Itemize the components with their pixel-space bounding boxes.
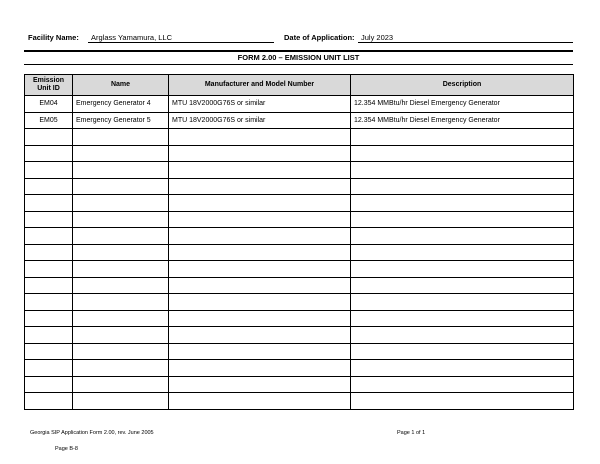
footer-page-of: Page 1 of 1: [397, 430, 426, 436]
empty-cell: [25, 195, 73, 212]
empty-cell: [73, 195, 169, 212]
cell-name: Emergency Generator 4: [73, 96, 169, 113]
empty-cell: [351, 162, 574, 179]
facility-name-label: Facility Name:: [28, 33, 79, 42]
empty-cell: [351, 145, 574, 162]
empty-cell: [73, 327, 169, 344]
empty-cell: [169, 244, 351, 261]
table-row-empty: [25, 211, 574, 228]
empty-cell: [73, 343, 169, 360]
empty-cell: [351, 393, 574, 410]
empty-cell: [25, 228, 73, 245]
table-row: [25, 96, 574, 113]
table-row-empty: [25, 277, 574, 294]
title-rule-top: [24, 50, 573, 52]
cell-unit-id: EM04: [25, 96, 73, 113]
cell-unit-id: EM05: [25, 112, 73, 129]
empty-cell: [73, 178, 169, 195]
cell-model: MTU 18V2000G76S or similar: [169, 112, 351, 129]
empty-cell: [351, 129, 574, 146]
empty-cell: [73, 294, 169, 311]
empty-cell: [25, 376, 73, 393]
date-of-application-value: July 2023: [361, 33, 394, 42]
empty-cell: [25, 277, 73, 294]
col-description: Description: [351, 75, 574, 96]
table-row-empty: [25, 195, 574, 212]
table-row-empty: [25, 145, 574, 162]
empty-cell: [169, 310, 351, 327]
empty-cell: [25, 211, 73, 228]
empty-cell: [169, 178, 351, 195]
emission-unit-table: [24, 74, 574, 410]
empty-cell: [351, 343, 574, 360]
table-row-empty: [25, 228, 574, 245]
empty-cell: [351, 195, 574, 212]
empty-cell: [351, 327, 574, 344]
table-row-empty: [25, 244, 574, 261]
empty-cell: [351, 261, 574, 278]
title-rule-bottom: [24, 64, 573, 65]
empty-cell: [169, 145, 351, 162]
empty-cell: [73, 310, 169, 327]
table-row-empty: [25, 393, 574, 410]
cell-description: 12.354 MMBtu/hr Diesel Emergency Generator: [351, 112, 574, 129]
facility-name-value: Arglass Yamamura, LLC: [91, 33, 173, 42]
footer-form-reference: Georgia SIP Application Form 2.00, rev. June 2005: [30, 430, 154, 436]
empty-cell: [25, 178, 73, 195]
empty-cell: [25, 327, 73, 344]
empty-cell: [169, 162, 351, 179]
empty-cell: [25, 129, 73, 146]
empty-cell: [25, 360, 73, 377]
empty-cell: [25, 145, 73, 162]
empty-cell: [169, 360, 351, 377]
cell-description: 12.354 MMBtu/hr Diesel Emergency Generator: [351, 96, 574, 113]
empty-cell: [169, 129, 351, 146]
table-row-empty: [25, 343, 574, 360]
empty-cell: [25, 162, 73, 179]
table-row-empty: [25, 129, 574, 146]
empty-cell: [73, 145, 169, 162]
empty-cell: [73, 211, 169, 228]
empty-cell: [73, 277, 169, 294]
empty-cell: [73, 376, 169, 393]
empty-cell: [73, 360, 169, 377]
empty-cell: [25, 261, 73, 278]
empty-cell: [351, 277, 574, 294]
empty-cell: [169, 393, 351, 410]
table-row-empty: [25, 376, 574, 393]
col-emission-unit-id: Emission Unit ID: [25, 75, 73, 96]
empty-cell: [169, 376, 351, 393]
col-manufacturer-model: Manufacturer and Model Number: [169, 75, 351, 96]
table-row-empty: [25, 310, 574, 327]
table-row-empty: [25, 327, 574, 344]
empty-cell: [73, 162, 169, 179]
empty-cell: [169, 294, 351, 311]
empty-cell: [351, 376, 574, 393]
empty-cell: [73, 129, 169, 146]
empty-cell: [169, 195, 351, 212]
cell-model: MTU 18V2000G76S or similar: [169, 96, 351, 113]
empty-cell: [351, 211, 574, 228]
table-row-empty: [25, 294, 574, 311]
empty-cell: [73, 244, 169, 261]
empty-cell: [73, 393, 169, 410]
table-row-empty: [25, 360, 574, 377]
empty-cell: [25, 343, 73, 360]
date-of-application-underline: [358, 42, 573, 43]
empty-cell: [169, 228, 351, 245]
empty-cell: [351, 360, 574, 377]
facility-name-underline: [88, 42, 274, 43]
empty-cell: [25, 244, 73, 261]
date-of-application-label: Date of Application:: [284, 33, 355, 42]
footer-page-number: Page B-8: [55, 446, 78, 452]
empty-cell: [73, 228, 169, 245]
empty-cell: [351, 178, 574, 195]
empty-cell: [25, 310, 73, 327]
table-row-empty: [25, 162, 574, 179]
empty-cell: [169, 343, 351, 360]
col-name: Name: [73, 75, 169, 96]
table-row-empty: [25, 178, 574, 195]
empty-cell: [169, 327, 351, 344]
form-title: FORM 2.00 – EMISSION UNIT LIST: [237, 53, 360, 62]
empty-cell: [351, 228, 574, 245]
empty-cell: [25, 294, 73, 311]
cell-name: Emergency Generator 5: [73, 112, 169, 129]
empty-cell: [169, 261, 351, 278]
empty-cell: [351, 310, 574, 327]
empty-cell: [73, 261, 169, 278]
empty-cell: [169, 211, 351, 228]
empty-cell: [25, 393, 73, 410]
empty-cell: [351, 244, 574, 261]
empty-cell: [351, 294, 574, 311]
empty-rows: [25, 129, 574, 410]
table-header-row: [25, 75, 574, 96]
empty-cell: [169, 277, 351, 294]
table-row: [25, 112, 574, 129]
table-row-empty: [25, 261, 574, 278]
